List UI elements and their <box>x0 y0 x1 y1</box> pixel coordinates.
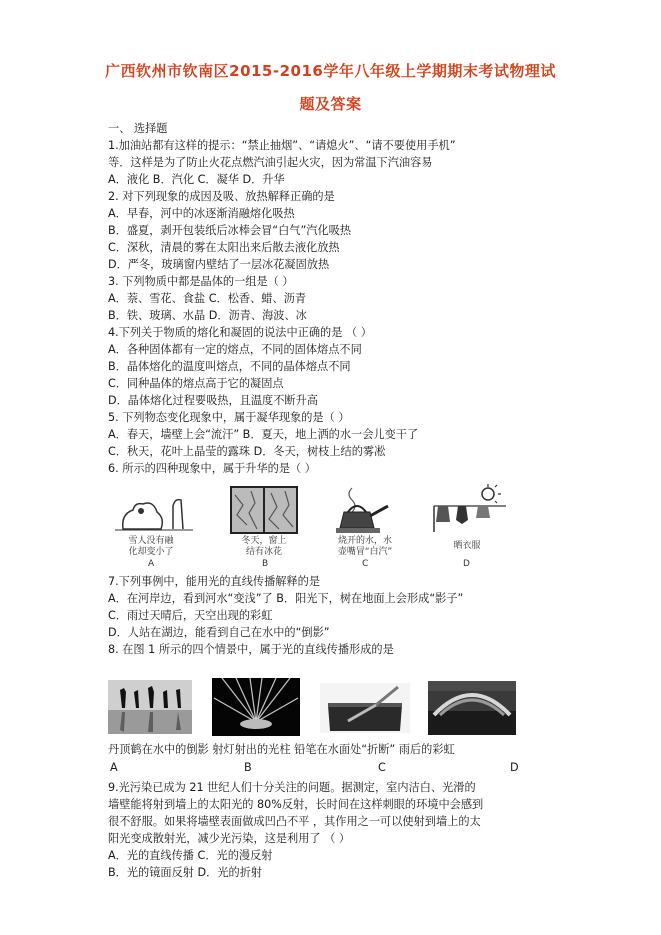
question-9-options-ac: A．光的直线传播 C．光的漫反射 <box>108 849 273 862</box>
question-2-option-a: A．早春，河中的冰逐渐消融熔化吸热 <box>108 207 295 220</box>
kettle-icon <box>330 484 400 534</box>
figure-d-letter: D <box>463 559 470 569</box>
question-2-option-b: B．盛夏，剥开包装纸后冰棒会冒“白气”汽化吸热 <box>108 224 352 237</box>
question-9-line-3: 很不舒服。如果将墙壁表面做成凹凸不平 ，其作用之一可以使射到墙上的太 <box>108 815 481 828</box>
question-8-letter-a: A <box>110 761 118 774</box>
question-8-letter-b: B <box>244 761 252 774</box>
figure-b-caption-1: 冬天，窗上 <box>241 536 287 546</box>
question-4-stem: 4.下列关于物质的熔化和凝固的说法中正确的是 （ ） <box>108 326 372 339</box>
question-8-captions: 丹顶鹤在水中的倒影 射灯射出的光柱 铅笔在水面处“折断” 雨后的彩虹 <box>108 743 455 756</box>
question-3-stem: 3. 下列物质中都是晶体的一组是（ ） <box>108 275 294 288</box>
question-1-options: A．液化 B．汽化 C．凝华 D．升华 <box>108 173 285 186</box>
figure-c-caption-1: 烧开的水，水 <box>337 536 392 546</box>
question-1-line-2: 等．这样是为了防止火花点燃汽油引起火灾，因为常温下汽油容易 <box>108 156 433 169</box>
section-heading: 一、 选择题 <box>108 122 168 135</box>
searchlight-beams-photo <box>212 678 300 736</box>
question-6-stem: 6. 所示的四种现象中，属于升华的是（ ） <box>108 462 316 475</box>
question-2-stem: 2. 对下列现象的成因及吸、放热解释正确的是 <box>108 190 335 203</box>
window-frost-icon <box>229 485 299 535</box>
question-4-option-a: A．各种固体都有一定的熔点，不同的固体熔点不同 <box>108 343 362 356</box>
question-9-line-4: 阳光变成散射光，减少光污染，这是利用了 （ ） <box>108 832 351 845</box>
question-7-option-d: D．人站在湖边，能看到自己在水中的“倒影” <box>108 626 330 639</box>
question-5-options-cd: C．秋天，花叶上晶莹的露珠 D．冬天，树枝上结的雾凇 <box>108 445 386 458</box>
question-4-option-d: D．晶体熔化过程要吸热，且温度不断升高 <box>108 394 318 407</box>
document-title-line-2: 题及答案 <box>299 95 362 113</box>
question-3-options-ac: A．萘、雪花、食盐 C．松香、蜡、沥青 <box>108 292 307 305</box>
snowman-icon <box>113 484 198 534</box>
question-5-stem: 5. 下列物态变化现象中，属于凝华现象的是（ ） <box>108 411 350 424</box>
figure-c-caption-2: 壶嘴冒“白汽” <box>337 547 393 557</box>
figure-d-caption-1: 晒衣服 <box>453 541 481 551</box>
question-2-option-d: D．严冬，玻璃窗内壁结了一层冰花凝固放热 <box>108 258 330 271</box>
question-9-line-1: 9.光污染已成为 21 世纪人们十分关注的问题。据测定，室内洁白、光滑的 <box>108 781 476 794</box>
question-1-line-1: 1.加油站都有这样的提示：“禁止抽烟”、“请熄火”、“请不要使用手机” <box>108 139 456 152</box>
question-4-option-c: C．同种晶体的熔点高于它的凝固点 <box>108 377 284 390</box>
figure-b-letter: B <box>262 559 269 569</box>
question-9-options-bd: B．光的镜面反射 D．光的折射 <box>108 866 263 879</box>
question-2-option-c: C．深秋，清晨的雾在太阳出来后散去液化放热 <box>108 241 340 254</box>
document-title-line-1: 广西钦州市钦南区2015-2016学年八年级上学期期末考试物理试 <box>105 62 556 80</box>
pencil-in-water-photo <box>320 683 410 733</box>
question-4-option-b: B．晶体熔化的温度叫熔点，不同的晶体熔点不同 <box>108 360 351 373</box>
figure-c-letter: C <box>362 559 369 569</box>
question-5-options-ab: A．春天，墙壁上会“流汗” B．夏天，地上洒的水一会儿变干了 <box>108 428 419 441</box>
question-7-option-c: C．雨过天晴后，天空出现的彩虹 <box>108 609 273 622</box>
figure-b-caption-2: 结有冰花 <box>245 547 282 557</box>
question-3-options-bd: B．铁、玻璃、水晶 D．沥青、海波、冰 <box>108 309 307 322</box>
figure-a-letter: A <box>148 559 155 569</box>
figure-a-caption-1: 雪人没有融 <box>128 536 174 546</box>
crane-reflection-photo <box>108 680 192 734</box>
figure-a-caption-2: 化却变小了 <box>128 547 174 557</box>
rainbow-photo <box>428 681 516 735</box>
question-8-stem: 8. 在图 1 所示的四个情景中，属于光的直线传播形成的是 <box>108 643 394 656</box>
drying-clothes-icon <box>428 484 508 534</box>
question-8-letter-d: D <box>510 761 519 774</box>
question-7-stem: 7.下列事例中，能用光的直线传播解释的是 <box>108 575 321 588</box>
question-9-line-2: 墙壁能将射到墙上的太阳光的 80%反射，长时间在这样刺眼的环境中会感到 <box>108 798 484 811</box>
question-8-letter-c: C <box>378 761 386 774</box>
question-7-options-ab: A．在河岸边，看到河水“变浅”了 B．阳光下，树在地面上会形成“影子” <box>108 592 464 605</box>
